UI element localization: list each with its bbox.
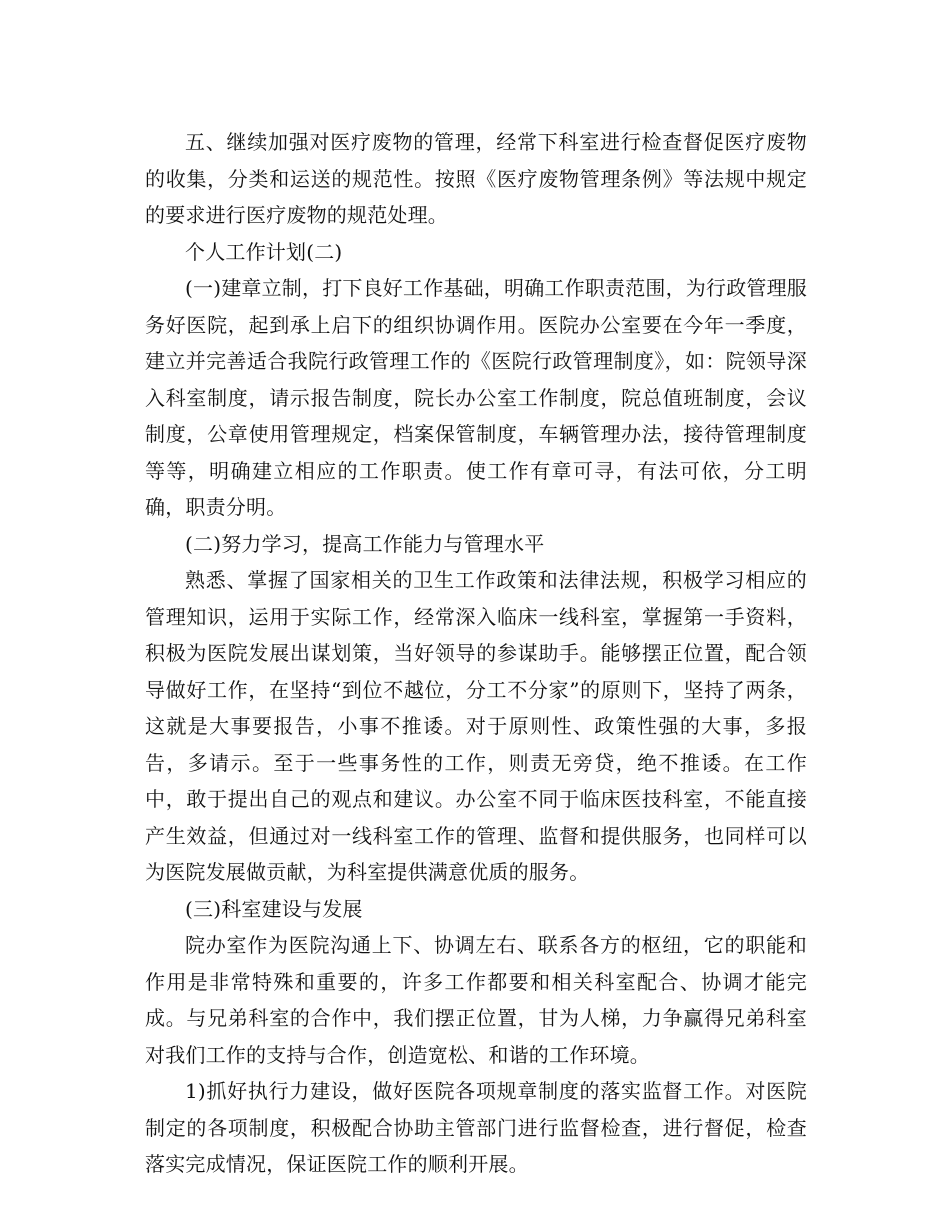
paragraph-rules-and-systems: (一)建章立制，打下良好工作基础，明确工作职责范围，为行政管理服务好医院，起到承上启下的组织协调作用。医院办公室要在今年一季度，建立并完善适合我院行政管理工作的《医院行政管理制度》，如：院领导深入科室制度，请示报告制度，院长办公室工作制度，院总值班制度，会议制度，公章使用管理规定，档案保管制度，车辆管理办法，接待管理制度等等，明确建立相应的工作职责。使工作有章可寻，有法可依，分工明确，职责分明。: [145, 276, 808, 519]
paragraph-study-and-improve: 熟悉、掌握了国家相关的卫生工作政策和法律法规，积极学习相应的管理知识，运用于实际工作，经常深入临床一线科室，掌握第一手资料，积极为医院发展出谋划策，当好领导的参谋助手。能够摆正位置，配合领导做好工作，在坚持“到位不越位，分工不分家”的原则下，坚持了两条，这就是大事要报告，小事不推诿。对于原则性、政策性强的大事，多报告，多请示。至于一些事务性的工作，则责无旁贷，绝不推诿。在工作中，敢于提出自己的观点和建议。办公室不同于临床医技科室，不能直接产生效益，但通过对一线科室工作的管理、监督和提供服务，也同样可以为医院发展做贡献，为科室提供满意优质的服务。: [145, 568, 807, 884]
document-body: [145, 124, 807, 1183]
paragraph-department-development: 院办室作为医院沟通上下、协调左右、联系各方的枢纽，它的职能和作用是非常特殊和重要的，许多工作都要和相关科室配合、协调才能完成。与兄弟科室的合作中，我们摆正位置，甘为人梯，力争赢得兄弟科室对我们工作的支持与合作，创造宽松、和谐的工作环境。: [145, 933, 807, 1067]
subheading-study-and-improve: (二)努力学习，提高工作能力与管理水平: [185, 531, 545, 556]
subheading-department-development: (三)科室建设与发展: [185, 896, 363, 921]
paragraph-execution-supervision: 1)抓好执行力建设，做好医院各项规章制度的落实监督工作。对医院制定的各项制度，积极配合协助主管部门进行监督检查，进行督促，检查落实完成情况，保证医院工作的顺利开展。: [145, 1079, 807, 1176]
section-heading-work-plan-2: 个人工作计划(二): [185, 239, 343, 264]
paragraph-medical-waste: 五、继续加强对医疗废物的管理，经常下科室进行检查督促医疗废物的收集，分类和运送的规范性。按照《医疗废物管理条例》等法规中规定的要求进行医疗废物的规范处理。: [145, 130, 807, 227]
